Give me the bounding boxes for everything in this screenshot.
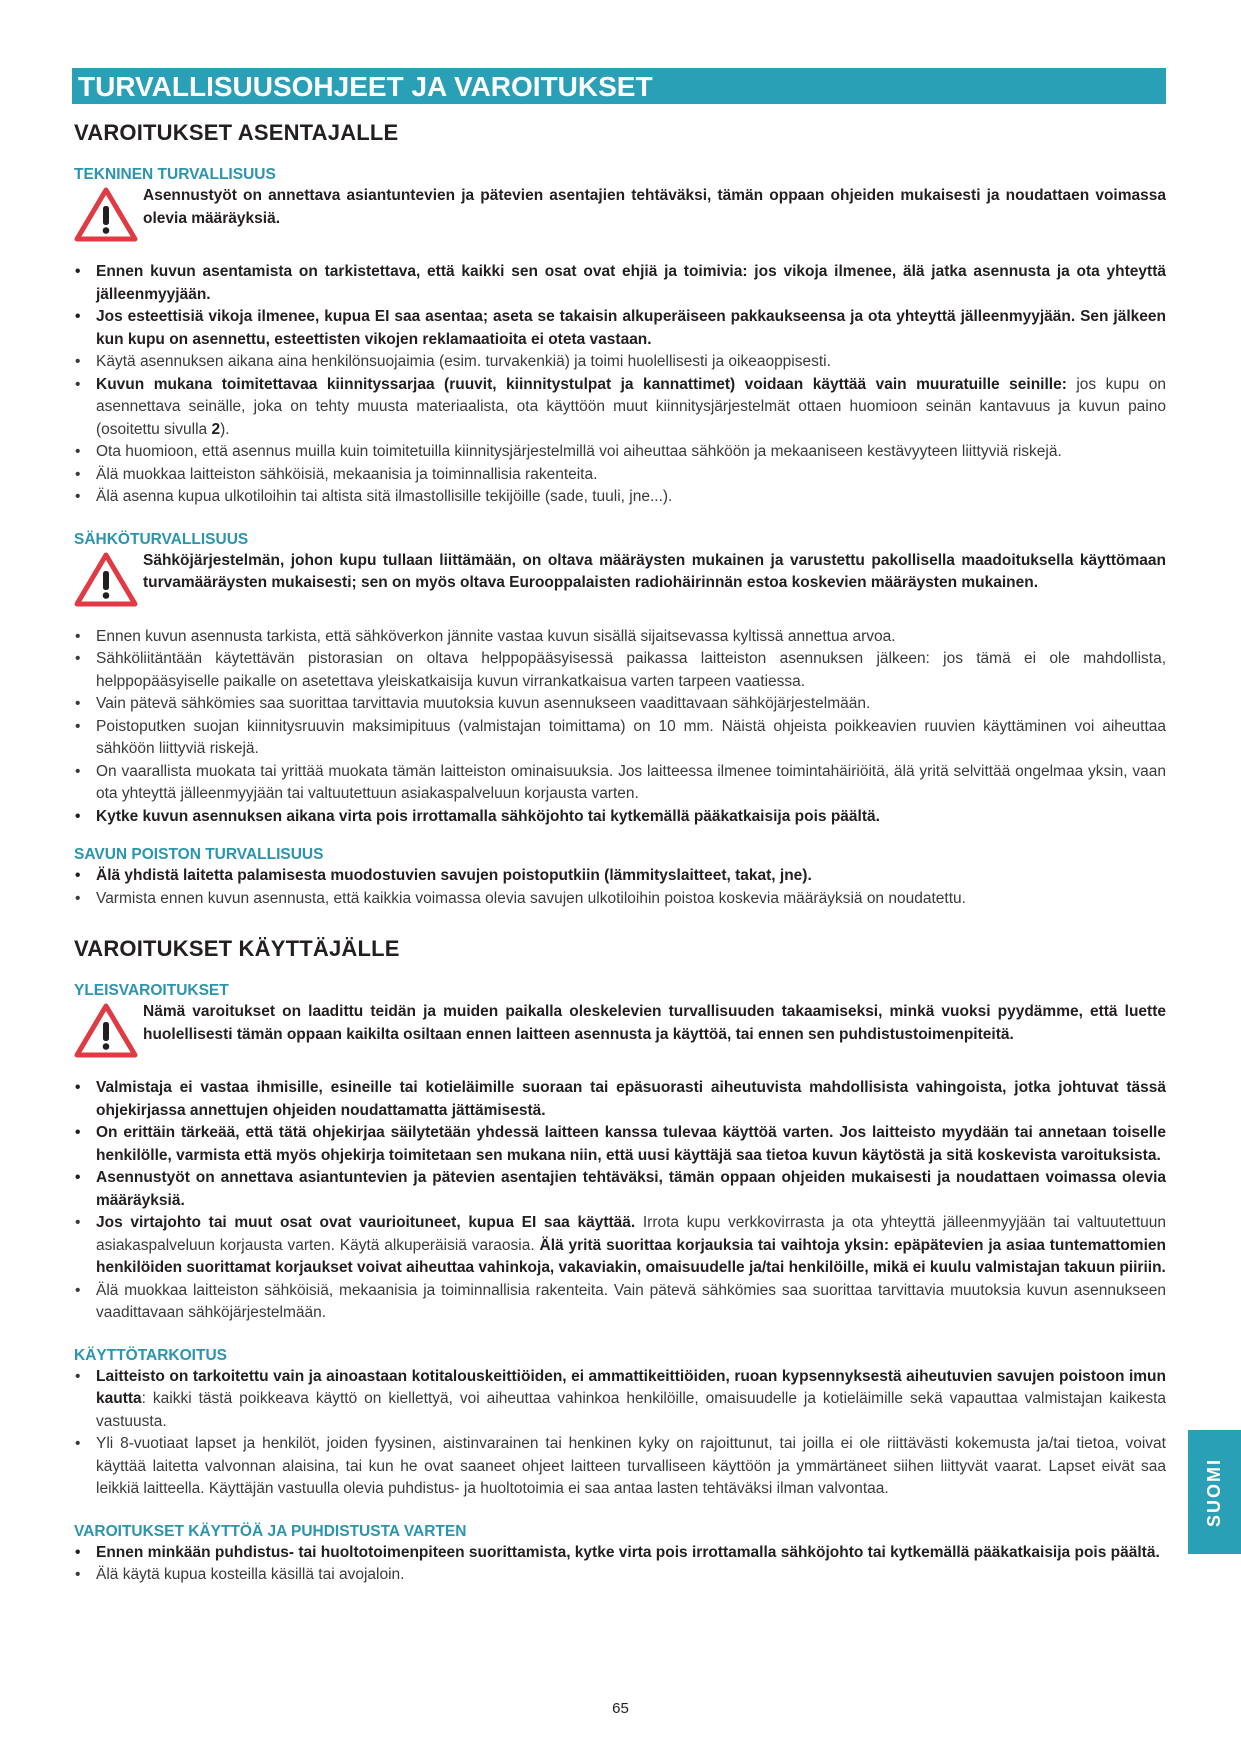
list-item: • Ennen kuvun asentamista on tarkistettava, että kaikki sen osat ovat ehjiä ja toimivia: jos vikoja ilmenee, älä jatka asennusta ja ota yhteyttä jälleenmyyjään.: [72, 261, 1166, 306]
smoke-safety-heading: SAVUN POISTON TURVALLISUUS: [74, 846, 324, 863]
electrical-warning-text: Sähköjärjestelmän, johon kupu tullaan liittämään, on oltava määräysten mukainen ja varustettu pakollisella maadoituksella käyttömaan turvamääräysten mukaisesti; sen on myös oltava Eurooppalaisten radiohäirinnän estoa koskevien määräysten mukainen.: [143, 551, 1166, 591]
list-item: • Laitteisto on tarkoitettu vain ja ainoastaan kotitalouskeittiöiden, ei ammattikeittiöiden, ruoan kypsennyksestä aiheutuvien savujen poistoon imun kautta: kaikki tästä poikkeava käyttö on kiellettyä, voi aiheuttaa vahinkoa henkilöille, omaisuudelle ja kotieläimille sekä vapauttaa valmistajan kaikesta vastuusta.: [72, 1366, 1166, 1434]
list-item: • Kuvun mukana toimitettavaa kiinnityssarjaa (ruuvit, kiinnitystulpat ja kannattimet) voidaan käyttää vain muuratuille seinille: jos kupu on asennettava seinälle, joka on tehty muusta materiaalista, ota käyttöön muut kiinnitysjärjestelmät ottaen huomioon seinän kantavuus ja kuvun paino (osoitettu sivulla 2).: [72, 374, 1166, 442]
list-item: • Varmista ennen kuvun asennusta, että kaikkia voimassa olevia savujen ulkotiloihin poistoa koskevia määräyksiä on noudatettu.: [72, 888, 1166, 911]
page-title: TURVALLISUUSOHJEET JA VAROITUKSET: [72, 68, 1166, 104]
list-item: • Käytä asennuksen aikana aina henkilönsuojaimia (esim. turvakenkiä) ja toimi huolellisesti ja oikeaoppisesti.: [72, 351, 1166, 374]
list-item: • Kytke kuvun asennuksen aikana virta pois irrottamalla sähköjohto tai kytkemällä pääkatkaisija pois päältä.: [72, 806, 1166, 829]
list-item: • Sähköliitäntään käytettävän pistorasian on oltava helppopääsyisessä paikassa laitteiston asennuksen jälkeen: jos tämä ei ole mahdollista, helppopääsyiselle paikalle on asetettava yleiskatkaisija kuvun virrankatkaisua varten tarpeen vaatiessa.: [72, 648, 1166, 693]
list-item: • Älä asenna kupua ulkotiloihin tai altista sitä ilmastollisille tekijöille (sade, tuuli, jne...).: [72, 486, 1166, 509]
list-item: • Valmistaja ei vastaa ihmisille, esineille tai kotieläimille suoraan tai epäsuorasti aiheutuvista mahdollisista vahingoista, jotka johtuvat tässä ohjekirjassa annettujen ohjeiden noudattamatta jättämisestä.: [72, 1077, 1166, 1122]
list-item: • Jos esteettisiä vikoja ilmenee, kupua EI saa asentaa; aseta se takaisin alkuperäiseen pakkaukseensa ja ota yhteyttä jälleenmyyjään. Sen jälkeen kun kupu on asennettu, esteettisten vikojen reklamaatioita ei oteta vastaan.: [72, 306, 1166, 351]
technical-safety-heading: TEKNINEN TURVALLISUUS: [74, 166, 276, 183]
list-item: • Älä muokkaa laitteiston sähköisiä, mekaanisia ja toiminnallisia rakenteita. Vain pätevä sähkömies saa suorittaa tarvittavia muutoksia kuvun asennukseen vaadittavaan sähköjärjestelmään.: [72, 1280, 1166, 1325]
list-item: • Jos virtajohto tai muut osat ovat vaurioituneet, kupua EI saa käyttää. Irrota kupu verkkovirrasta ja ota yhteyttä jälleenmyyjään tai valtuutettuun asiakaspalveluun korjausta varten. Käytä alkuperäisiä varaosia. Älä yritä suorittaa korjauksia tai vaihtoja yksin: epäpätevien ja asiaa tuntemattomien henkilöiden suorittamat korjaukset voivat aiheuttaa vahinkoja, vakaviakin, omaisuudelle ja/tai henkilöille, mikä ei kuulu valmistajan takuun piiriin.: [72, 1212, 1166, 1280]
list-item: • Älä käytä kupua kosteilla käsillä tai avojaloin.: [72, 1564, 1166, 1587]
list-item: • Asennustyöt on annettava asiantuntevien ja pätevien asentajien tehtäväksi, tämän oppaan ohjeiden mukaisesti ja noudattaen voimassa olevia määräyksiä.: [72, 1167, 1166, 1212]
general-warning: [72, 1001, 1166, 1059]
technical-warning-text: Asennustyöt on annettava asiantuntevien ja pätevien asentajien tehtäväksi, tämän oppaan ohjeiden mukaisesti ja noudattaen voimassa olevia määräyksiä.: [143, 187, 1166, 227]
cleaning-list: [72, 1542, 1166, 1587]
electrical-safety-heading: SÄHKÖTURVALLISUUS: [74, 530, 249, 548]
list-item: • On vaarallista muokata tai yrittää muokata tämän laitteiston ominaisuuksia. Jos laitteessa ilmenee toimintahäiriöitä, älä yritä selvittää ongelmaa yksin, vaan ota yhteyttä jälleenmyyjään tai valtuutettuun asiakaspalveluun korjausta varten.: [72, 761, 1166, 806]
list-item: • Poistoputken suojan kiinnitysruuvin maksimipituus (valmistajan toimittama) on 10 mm. Näistä ohjeista poikkeavien ruuvien käyttäminen voi aiheuttaa sähköön liittyviä riskejä.: [72, 716, 1166, 761]
list-item: • Älä yhdistä laitetta palamisesta muodostuvien savujen poistoputkiin (lämmityslaitteet, takat, jne).: [72, 865, 1166, 888]
electrical-warning: [72, 550, 1166, 608]
technical-warning: [72, 185, 1166, 243]
list-item: • Ennen minkään puhdistus- tai huoltotoimenpiteen suorittamista, kytke virta pois irrottamalla sähköjohto tai kytkemällä pääkatkaisija pois päältä.: [72, 1542, 1166, 1565]
user-heading: VAROITUKSET KÄYTTÄJÄLLE: [74, 936, 400, 961]
language-tab-label: SUOMI: [1204, 1457, 1225, 1527]
general-warnings-heading: YLEISVAROITUKSET: [74, 982, 229, 999]
warning-triangle-icon: [74, 187, 138, 243]
language-tab: [1188, 1430, 1241, 1554]
general-list: [72, 1077, 1166, 1325]
purpose-list: [72, 1366, 1166, 1501]
list-item: • Ennen kuvun asennusta tarkista, että sähköverkon jännite vastaa kuvun sisällä sijaitsevassa kyltissä annettua arvoa.: [72, 626, 1166, 649]
use-cleaning-heading: VAROITUKSET KÄYTTÖÄ JA PUHDISTUSTA VARTEN: [74, 1522, 467, 1540]
electrical-list: [72, 626, 1166, 829]
warning-triangle-icon: [74, 1003, 138, 1059]
list-item: • On erittäin tärkeää, että tätä ohjekirjaa säilytetään yhdessä laitteen kanssa tulevaa käyttöä varten. Jos laitteisto myydään tai annetaan toiselle henkilölle, varmista että myös ohjekirja toimitetaan sen mukana niin, että uusi käyttäjä saa tietoa kuvun käytöstä ja sitä koskevista varoituksista.: [72, 1122, 1166, 1167]
list-item: • Älä muokkaa laitteiston sähköisiä, mekaanisia ja toiminnallisia rakenteita.: [72, 464, 1166, 487]
smoke-list: [72, 865, 1166, 910]
warning-triangle-icon: [74, 552, 138, 608]
installer-heading: VAROITUKSET ASENTAJALLE: [74, 120, 399, 145]
page-number: 65: [612, 1700, 629, 1717]
list-item: • Ota huomioon, että asennus muilla kuin toimitetuilla kiinnitysjärjestelmillä voi aiheuttaa sähköön ja mekaaniseen kestävyyteen liittyviä riskejä.: [72, 441, 1166, 464]
general-warning-text: Nämä varoitukset on laadittu teidän ja muiden paikalla oleskelevien turvallisuuden takaamiseksi, minkä vuoksi pyydämme, että luette huolellisesti tämän oppaan kaikilta osiltaan ennen laitteen asennusta ja käyttöä, tai ennen sen puhdistustoimenpiteitä.: [143, 1003, 1166, 1043]
intended-use-heading: KÄYTTÖTARKOITUS: [74, 1346, 227, 1364]
technical-list: [72, 261, 1166, 509]
page-content: [72, 68, 1166, 1587]
list-item: • Yli 8-vuotiaat lapset ja henkilöt, joiden fyysinen, aistinvarainen tai henkinen kyky on rajoittunut, tai joilla ei ole riittävästi kokemusta ja/tai tietoa, voivat käyttää laitetta valvonnan alaisina, tai kun he ovat saaneet ohjeet laitteen turvalliseen käyttöön ja ymmärtäneet siihen liittyvät vaarat. Lapset eivät saa leikkiä laitteella. Käyttäjän vastuulla olevia puhdistus- ja huoltotoimia ei saa antaa lasten tehtäväksi ilman valvontaa.: [72, 1433, 1166, 1501]
list-item: • Vain pätevä sähkömies saa suorittaa tarvittavia muutoksia kuvun asennukseen vaadittavaan sähköjärjestelmään.: [72, 693, 1166, 716]
